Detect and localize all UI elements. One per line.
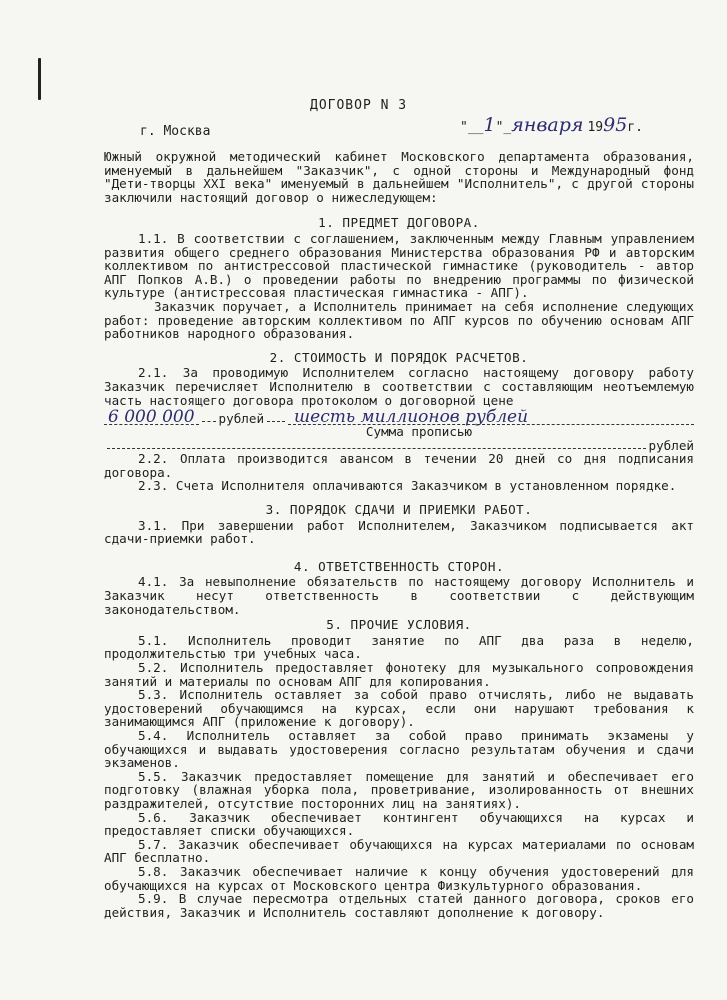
amount-handwritten: 6 000 000: [104, 411, 199, 426]
clause-5-4: 5.4. Исполнитель оставляет за собой право принимать экзамены у обучающихся и выдавать удостоверения согласно результатам обучения и сдачи экзаменов.: [104, 727, 694, 771]
clause-5-6: 5.6. Заказчик обеспечивает контингент обучающихся на курсах и предоставляет списки обучающихся.: [104, 809, 694, 839]
contract-city: г. Москва: [140, 124, 211, 139]
clause-5-1: 5.1. Исполнитель проводит занятие по АПГ два раза в неделю, продолжительстью три учебных часа.: [104, 632, 694, 662]
clause-2-3: 2.3. Счета Исполнителя оплачиваются Заказчиком в установленном порядке.: [138, 478, 677, 494]
amount-dash: [202, 421, 216, 422]
sum-line-row: [104, 439, 694, 453]
contract-title: ДОГОВОР N 3: [310, 98, 408, 113]
margin-bracket-mark: [38, 58, 41, 100]
date-mid: "_: [495, 120, 512, 135]
words-lead-dash: [267, 421, 285, 422]
clause-1-1: 1.1. В соответствии с соглашением, заключенным между Главным управлением развития общего среднего образования Министерства образования РФ и авторским коллективом по антистрессовой пластической гимнастике (руководитель - автор АПГ Попков А.В.) о проведении работы по внедрению программы по физической культуре (антистрессовая пластическая гимнастика - АПГ).: [104, 230, 694, 301]
date-prefix: "__: [460, 120, 484, 135]
sum-currency: рублей: [648, 437, 694, 453]
clause-5-9: 5.9. В случае пересмотра отдельных статей данного договора, сроков его действия, Заказчик и Исполнитель составляют дополнение к договору.: [104, 891, 694, 920]
clause-5-8: 5.8. Заказчик обеспечивает наличие к концу обучения удостоверений для обучающихся на курсах от Московского центра Физкультурного образования.: [104, 863, 694, 893]
date-year-handwritten: 95: [603, 114, 628, 136]
clause-2-1: 2.1. За проводимую Исполнителем согласно настоящему договору работу Заказчик перечисляет Исполнителю в соответствии с составляющим неотъемлемую часть настоящего договора протоколом о договорной цене: [104, 365, 694, 408]
clause-5-2: 5.2. Исполнитель предоставляет фонотеку для музыкального сопровождения занятий и материалы по основам АПГ для копирования.: [104, 660, 694, 689]
sum-blank-line: [107, 448, 646, 449]
section-4-title: 4. ОТВЕТСТВЕННОСТЬ СТОРОН.: [293, 558, 505, 574]
section-1-title: 1. ПРЕДМЕТ ДОГОВОРА.: [318, 215, 480, 231]
amount-currency: рублей: [218, 410, 265, 426]
amount-row: [104, 408, 694, 425]
clause-5-7: 5.7. Заказчик обеспечивает обучающихся на курсах материалами по основам АПГ бесплатно.: [104, 836, 694, 866]
section-2-title: 2. СТОИМОСТЬ И ПОРЯДОК РАСЧЕТОВ.: [269, 349, 529, 365]
section-5-title: 5. ПРОЧИЕ УСЛОВИЯ.: [326, 617, 472, 633]
clause-2-2: 2.2. Оплата производится авансом в течении 20 дней со дня подписания договора.: [104, 451, 694, 480]
contract-body: [104, 150, 694, 919]
sum-caption: Сумма прописью: [365, 424, 473, 440]
clause-4-1: 4.1. За невыполнение обязательств по настоящему договору Исполнитель и Заказчик несут ответственность в соответствии с действующим законодательством.: [104, 574, 694, 617]
amount-words-handwritten: шесть миллионов рублей: [288, 411, 694, 426]
intro-paragraph: Южный окружной методический кабинет Московского департамента образования, именуемый в дальнейшем "Заказчик", с одной стороны и Международный фонд "Дети-творцы XXI века" именуемый в дальнейшем "Исполнитель", с другой стороны заключили настоящий договор о нижеследующем:: [104, 149, 694, 205]
clause-5-5: 5.5. Заказчик предоставляет помещение для занятий и обеспечивает его подготовку (влажная уборка пола, проветривание, изолированность от внешних раздражителей, отсутствие посторонних лиц на занятиях).: [104, 768, 694, 811]
date-month-handwritten: января: [511, 114, 584, 136]
date-year-prefix: 19: [587, 120, 604, 135]
contract-date: [460, 114, 643, 136]
clause-3-1: 3.1. При завершении работ Исполнителем, Заказчиком подписывается акт сдачи-приемки работ.: [104, 517, 694, 547]
date-day-handwritten: 1: [483, 114, 496, 136]
clause-5-3: 5.3. Исполнитель оставляет за собой право отчислять, либо не выдавать удостоверений обучающимся на курсах, если они нарушают требования к занимающимся АПГ (приложение к договору).: [104, 687, 694, 730]
clause-1-2: Заказчик поручает, а Исполнитель принимает на себя исполнение следующих работ: проведение авторским коллективом по АПГ курсов по обучению основам АПГ работников народного образования.: [104, 298, 694, 342]
section-3-title: 3. ПОРЯДОК СДАЧИ И ПРИЕМКИ РАБОТ.: [265, 502, 533, 518]
date-suffix: г.: [627, 120, 643, 135]
